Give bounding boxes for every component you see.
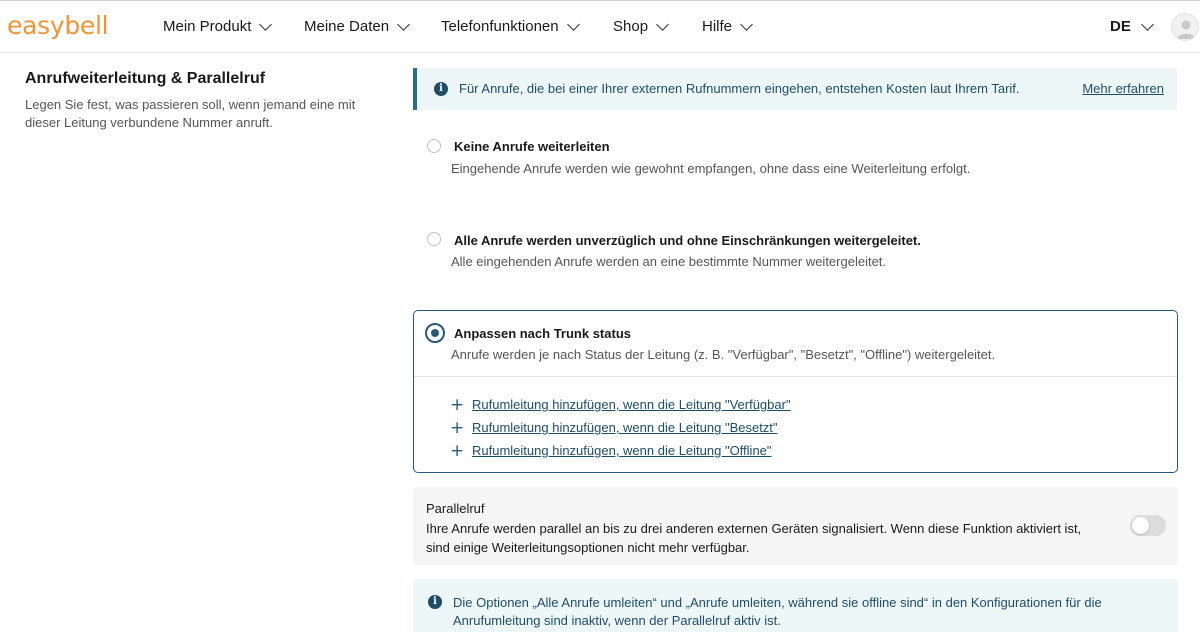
parallel-call-description: Ihre Anrufe werden parallel an bis zu drei anderen externen Geräten signalisiert. Wenn diese Funktion aktiviert ist, sind einige Weiterleitungsoptionen nicht mehr verfügbar. xyxy=(426,521,1082,555)
chevron-down-icon xyxy=(397,18,410,31)
add-forward-offline[interactable] xyxy=(450,440,772,461)
chevron-down-icon xyxy=(260,18,273,31)
option-trunk-status-description: Anrufe werden je nach Status der Leitung (z. B. "Verfügbar", "Besetzt", "Offline") weitergeleitet. xyxy=(451,347,996,362)
nav-telefonfunktionen[interactable] xyxy=(441,18,578,35)
nav-hilfe[interactable] xyxy=(702,18,751,35)
parallel-call-panel xyxy=(413,487,1178,565)
section-title: Anrufweiterleitung & Parallelruf xyxy=(25,70,266,87)
nav-mein-produkt[interactable] xyxy=(163,18,270,35)
cost-info-text: Für Anrufe, die bei einer Ihrer externen Rufnummern eingehen, entstehen Kosten laut Ihrem Tarif. xyxy=(459,81,1020,96)
option-trunk-status-title[interactable]: Anpassen nach Trunk status xyxy=(454,326,631,341)
plus-icon: + xyxy=(450,417,465,438)
add-forward-busy[interactable] xyxy=(450,417,778,438)
option-trunk-status-card xyxy=(413,310,1178,473)
easybell-logo[interactable]: easybell xyxy=(7,11,109,40)
language-selector[interactable] xyxy=(1110,18,1152,35)
option-forward-all-description: Alle eingehenden Anrufe werden an eine bestimmte Nummer weitergeleitet. xyxy=(451,254,887,269)
parallel-call-title: Parallelruf xyxy=(426,501,485,516)
nav-label: Hilfe xyxy=(702,18,733,35)
option-forward-all-title[interactable]: Alle Anrufe werden unverzüglich und ohne Einschränkungen weitergeleitet. xyxy=(454,233,921,248)
info-icon: i xyxy=(434,82,448,96)
parallel-call-toggle[interactable] xyxy=(1130,515,1166,536)
nav-label: Telefonfunktionen xyxy=(441,18,559,35)
radio-no-forwarding[interactable] xyxy=(427,139,441,153)
radio-forward-all[interactable] xyxy=(427,232,441,246)
info-icon: i xyxy=(428,595,442,609)
nav-label: Mein Produkt xyxy=(163,18,252,35)
nav-meine-daten[interactable] xyxy=(304,18,408,35)
chevron-down-icon xyxy=(740,18,753,31)
chevron-down-icon xyxy=(656,18,669,31)
learn-more-link[interactable]: Mehr erfahren xyxy=(1082,81,1164,96)
add-forward-busy-link[interactable]: Rufumleitung hinzufügen, wenn die Leitung "Besetzt" xyxy=(472,420,778,435)
option-no-forwarding-description: Eingehende Anrufe werden wie gewohnt empfangen, ohne dass eine Weiterleitung erfolgt. xyxy=(451,161,971,176)
section-description: Legen Sie fest, was passieren soll, wenn jemand eine mit dieser Leitung verbundene Nummer anruft. xyxy=(25,97,356,130)
parallel-info-banner xyxy=(413,579,1178,632)
parallel-info-text: Die Optionen „Alle Anrufe umleiten“ und „Anrufe umleiten, während sie offline sind“ in den Konfigurationen für die Anrufumleitung sind inaktiv, wenn der Parallelruf aktiv ist. xyxy=(453,595,1102,628)
chevron-down-icon xyxy=(1141,18,1154,31)
nav-label: Meine Daten xyxy=(304,18,390,35)
chevron-down-icon xyxy=(567,18,580,31)
user-avatar-icon[interactable] xyxy=(1171,13,1199,41)
nav-label: Shop xyxy=(613,18,649,35)
plus-icon: + xyxy=(450,394,465,415)
cost-info-banner xyxy=(413,68,1177,110)
add-forward-offline-link[interactable]: Rufumleitung hinzufügen, wenn die Leitung "Offline" xyxy=(472,443,772,458)
radio-trunk-status[interactable] xyxy=(425,323,445,343)
option-no-forwarding-title[interactable]: Keine Anrufe weiterleiten xyxy=(454,139,610,154)
divider xyxy=(414,376,1177,377)
add-forward-available[interactable] xyxy=(450,394,791,415)
top-header xyxy=(0,1,1200,53)
language-label: DE xyxy=(1110,18,1131,35)
add-forward-available-link[interactable]: Rufumleitung hinzufügen, wenn die Leitung "Verfügbar" xyxy=(472,397,791,412)
nav-shop[interactable] xyxy=(613,18,667,35)
plus-icon: + xyxy=(450,440,465,461)
